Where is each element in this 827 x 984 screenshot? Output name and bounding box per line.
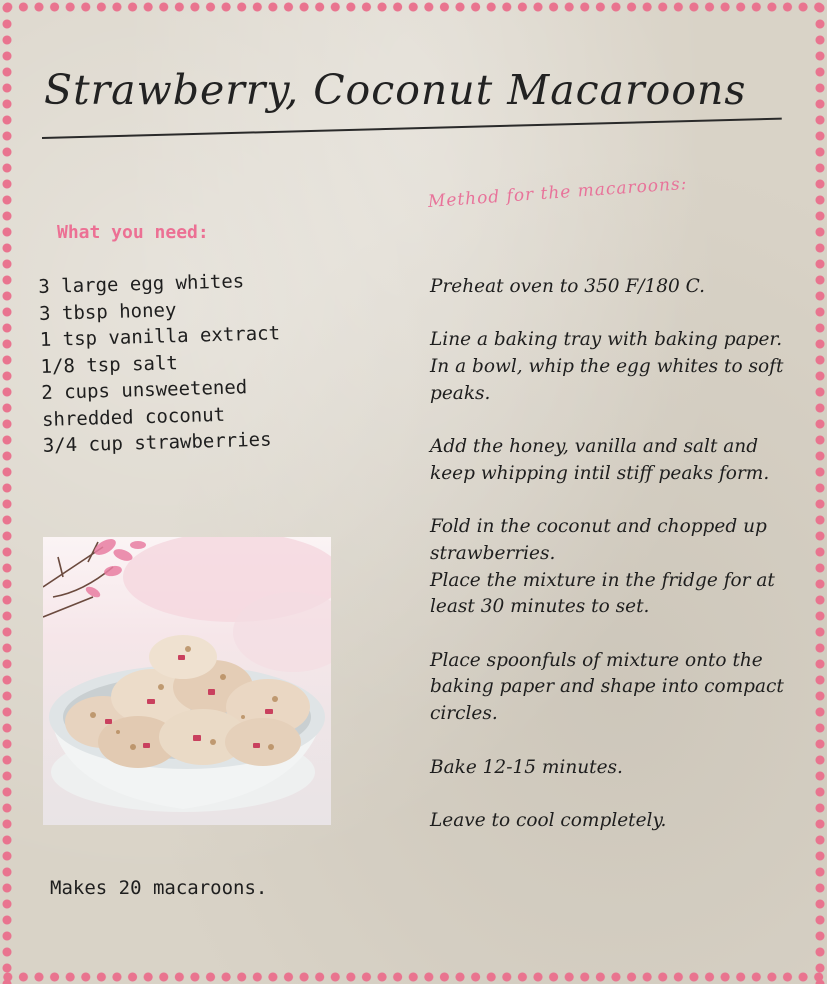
recipe-title: Strawberry, Coconut Macaroons	[44, 66, 747, 114]
ingredient-item: 3/4 cup strawberries	[42, 428, 272, 457]
method-step: Line a baking tray with baking paper. In a bowl, whip the egg whites to soft peaks.	[430, 329, 784, 404]
ingredient-item: 1 tsp vanilla extract	[39, 322, 281, 351]
dotted-border-left	[0, 0, 14, 984]
ingredients-heading: What you need:	[57, 222, 209, 243]
dotted-border-bottom	[0, 970, 827, 984]
method-step: Place spoonfuls of mixture onto the baking paper and shape into compact circles.	[430, 649, 784, 725]
macaroons-photo	[43, 537, 331, 825]
method-step: Preheat oven to 350 F/180 C.	[430, 276, 706, 297]
method-steps	[430, 274, 800, 861]
ingredients-list	[38, 265, 363, 459]
ingredient-item: 1/8 tsp salt	[40, 351, 179, 378]
dotted-border-top	[0, 0, 827, 14]
method-step: Add the honey, vanilla and salt and keep whipping intil stiff peaks form.	[430, 436, 770, 484]
ingredient-item: 3 large egg whites	[38, 270, 245, 298]
method-step: Leave to cool completely.	[430, 809, 667, 831]
ingredient-item: shredded coconut	[41, 403, 226, 431]
macaroons-bowl-illustration	[43, 537, 331, 825]
title-underline	[42, 118, 782, 139]
method-step: Bake 12-15 minutes.	[430, 756, 623, 778]
method-heading: Method for the macaroons:	[427, 173, 689, 212]
dotted-border-right	[813, 0, 827, 984]
recipe-yield: Makes 20 macaroons.	[50, 877, 268, 899]
ingredient-item: 2 cups unsweetened	[41, 376, 248, 404]
method-step: Fold in the coconut and chopped up strawberries. Place the mixture in the fridge for at least 30 minutes to set.	[430, 516, 775, 618]
ingredient-item: 3 tbsp honey	[38, 298, 177, 325]
